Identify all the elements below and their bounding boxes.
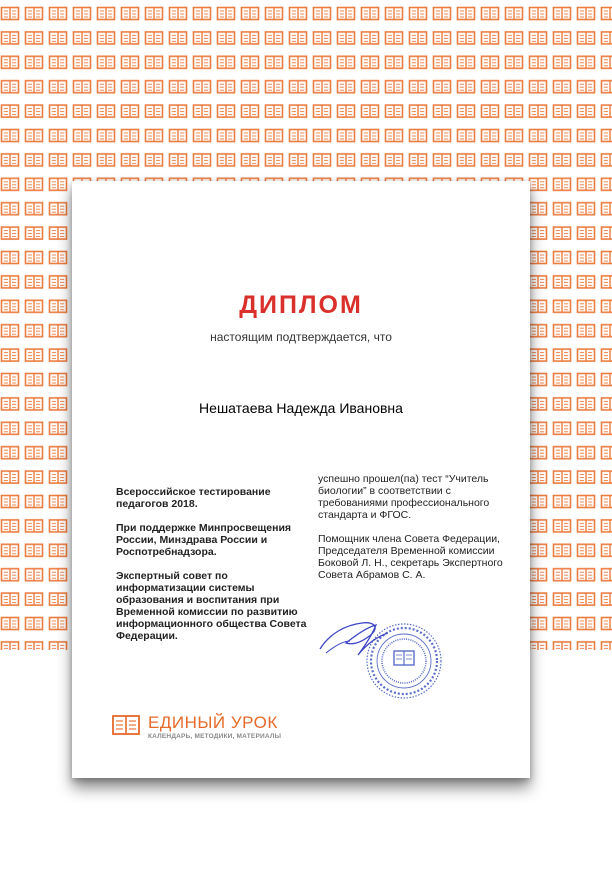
right-info-column xyxy=(318,473,518,593)
logo-block xyxy=(112,711,312,745)
recipient-name: Нешатаева Надежда Ивановна xyxy=(199,400,403,416)
logo-tagline: КАЛЕНДАРЬ, МЕТОДИКИ, МАТЕРИАЛЫ xyxy=(148,733,282,740)
book-icon xyxy=(112,715,142,737)
left-info-column xyxy=(116,486,316,654)
diploma-subtitle: настоящим подтверждается, что xyxy=(210,330,392,344)
diploma-sheet xyxy=(72,181,530,778)
info-paragraph: Всероссийское тестирование педагогов 2018. xyxy=(116,486,271,510)
signature-icon xyxy=(316,615,396,665)
diploma-title: ДИПЛОМ xyxy=(239,291,363,319)
info-paragraph: Экспертный совет по информатизации системы образования и воспитания при Временной комиссии по развитию информационного общества Совета Федерации. xyxy=(116,570,307,642)
info-paragraph: успешно прошел(па) тест “Учитель биологии” в соответствии с требованиями профессионального стандарта и ФГОС. xyxy=(318,473,490,521)
info-paragraph: При поддержке Минпросвещения России, Минздрава России и Роспотребнадзора. xyxy=(116,522,292,558)
info-paragraph: Помощник члена Совета Федерации, Председателя Временной комиссии Боковой Л. Н., секретарь Экспертного Совета Абрамов С. А. xyxy=(318,533,503,581)
logo-name: ЕДИНЫЙ УРОК xyxy=(148,713,278,732)
